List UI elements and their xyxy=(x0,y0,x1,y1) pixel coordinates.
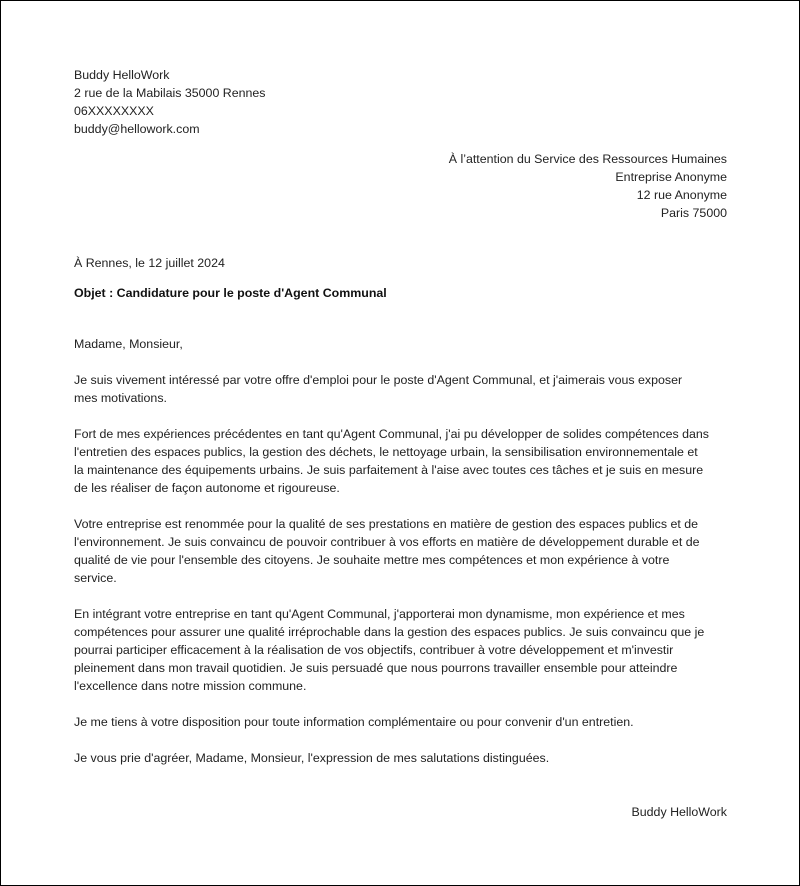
sender-email: buddy@hellowork.com xyxy=(74,122,200,136)
paragraph-3 xyxy=(74,515,734,587)
paragraph-line: Fort de mes expériences précédentes en tant qu'Agent Communal, j'ai pu développer de solides compétences dans xyxy=(74,427,709,441)
paragraph-line: de les réaliser de façon autonome et rigoureuse. xyxy=(74,481,340,495)
paragraph-line: l'excellence dans notre mission commune. xyxy=(74,679,307,693)
sender-phone: 06XXXXXXXX xyxy=(74,104,154,118)
paragraph-5 xyxy=(74,713,734,731)
paragraph-line: Je suis vivement intéressé par votre offre d'emploi pour le poste d'Agent Communal, et j'aimerais vous exposer xyxy=(74,373,683,387)
sender-block xyxy=(74,66,266,138)
paragraph-line: la maintenance des équipements urbains. Je suis parfaitement à l'aise avec toutes ces tâches et je suis en mesure xyxy=(74,463,704,477)
paragraph-closing xyxy=(74,749,734,767)
paragraph-1 xyxy=(74,371,734,407)
date-line: À Rennes, le 12 juillet 2024 xyxy=(74,256,225,270)
paragraph-line: pleinement dans mon travail quotidien. Je suis persuadé que nous pourrons travailler ensemble pour atteindre xyxy=(74,661,678,675)
recipient-street: 12 rue Anonyme xyxy=(636,188,727,202)
recipient-block xyxy=(449,150,727,222)
paragraph-line: l'entretien des espaces publics, la gestion des déchets, le nettoyage urbain, la sensibilisation environnementale et xyxy=(74,445,698,459)
recipient-company: Entreprise Anonyme xyxy=(615,170,727,184)
salutation-text: Madame, Monsieur, xyxy=(74,337,183,351)
paragraph-line: Je vous prie d'agréer, Madame, Monsieur, l'expression de mes salutations distinguées. xyxy=(74,751,550,765)
recipient-attention: À l’attention du Service des Ressources Humaines xyxy=(448,152,727,166)
paragraph-line: qualité de vie pour l'ensemble des citoyens. Je souhaite mettre mes compétences et mon expérience à votre xyxy=(74,553,670,567)
paragraph-line: compétences pour assurer une qualité irréprochable dans la gestion des espaces publics. Je suis convaincu que je xyxy=(74,625,705,639)
paragraph-line: En intégrant votre entreprise en tant qu'Agent Communal, j'apporterai mon dynamisme, mon expérience et mes xyxy=(74,607,685,621)
signature: Buddy HelloWork xyxy=(631,805,727,819)
subject-line: Objet : Candidature pour le poste d'Agent Communal xyxy=(74,286,387,300)
sender-address: 2 rue de la Mabilais 35000 Rennes xyxy=(74,86,266,100)
paragraph-line: l'environnement. Je suis convaincu de pouvoir contribuer à vos efforts en matière de développement durable et de xyxy=(74,535,700,549)
paragraph-4 xyxy=(74,605,734,695)
paragraph-line: pourrai participer efficacement à la réalisation de vos objectifs, contribuer à votre développement et m'investir xyxy=(74,643,674,657)
paragraph-line: Votre entreprise est renommée pour la qualité de ses prestations en matière de gestion des espaces publics et de xyxy=(74,517,699,531)
paragraph-line: mes motivations. xyxy=(74,391,167,405)
paragraph-line: service. xyxy=(74,571,117,585)
salutation xyxy=(74,335,734,353)
paragraph-line: Je me tiens à votre disposition pour toute information complémentaire ou pour convenir d'un entretien. xyxy=(74,715,634,729)
paragraph-2 xyxy=(74,425,734,497)
sender-name: Buddy HelloWork xyxy=(74,68,170,82)
recipient-city: Paris 75000 xyxy=(660,206,727,220)
